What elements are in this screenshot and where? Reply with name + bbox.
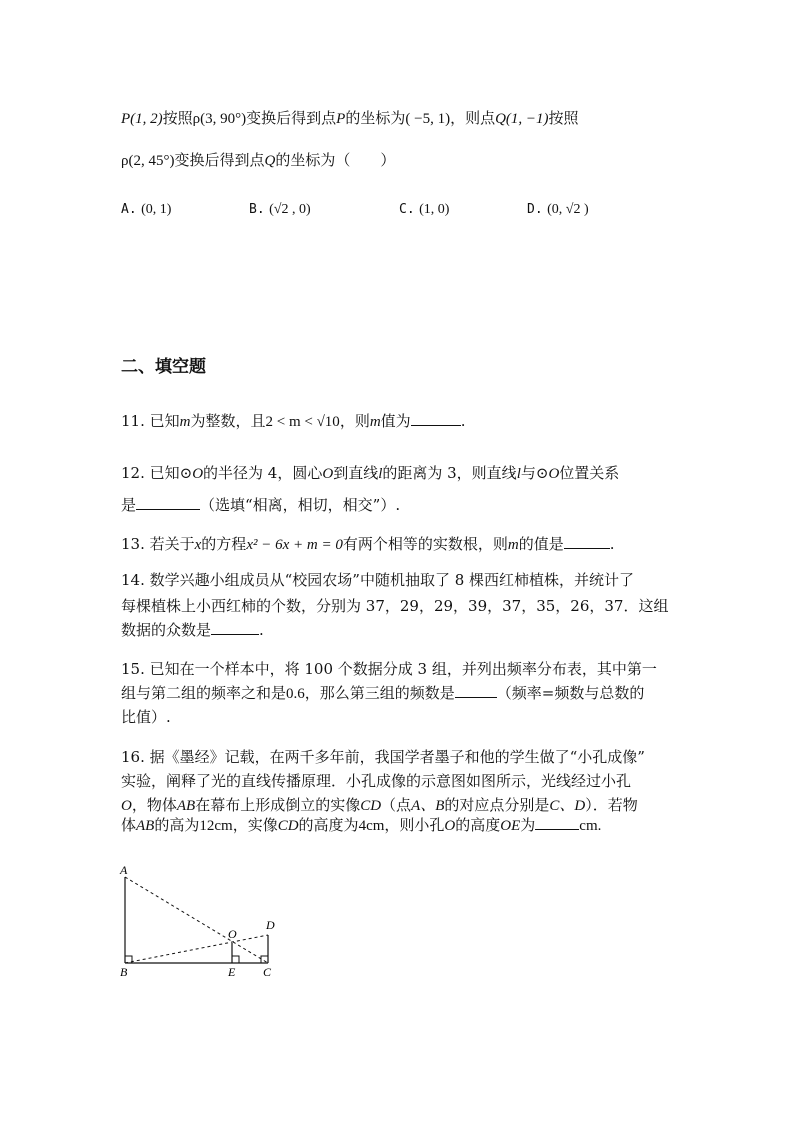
q15-line3: 比值）. [121, 708, 171, 726]
label-c: C [263, 965, 272, 979]
option-b[interactable] [249, 201, 311, 218]
q10-text: 变换后得到点 [174, 151, 265, 169]
label-d: D [266, 918, 275, 932]
option-value: (√2 , 0) [269, 202, 311, 217]
q10-text: 按照 [162, 109, 193, 127]
q12-o: O [322, 466, 334, 482]
q10-point-q: Q(1, −1) [495, 111, 549, 127]
q10-text: 变换后得到点 [246, 109, 337, 127]
option-letter: A. [121, 202, 137, 217]
q13-text: 的值是 [518, 535, 564, 553]
q16-text: 的高度 [455, 816, 501, 834]
q14-text: 数据的众数是 [121, 621, 212, 639]
q16-o: O [121, 798, 132, 814]
q16-text: 为 [520, 816, 536, 834]
label-b: B [120, 965, 128, 979]
q14-line2: 每棵植株上小西红柿的个数，分别为 37，29，29，39，37，35，26，37．这组 [121, 597, 669, 615]
answer-blank[interactable] [564, 534, 610, 549]
q16-oe: OE [500, 818, 521, 834]
q16-text: 的高度为 [298, 816, 359, 834]
q16-text: ，实像 [232, 816, 278, 834]
q10-line1 [121, 107, 579, 130]
q16-height-ab: 12cm [199, 818, 233, 834]
q16-ab: AB [136, 818, 155, 834]
option-value: (1, 0) [419, 202, 450, 217]
q13-text: 13. 若关于 [121, 535, 195, 553]
q10-rho1: ρ(3, 90°) [192, 111, 247, 127]
q13-m: m [507, 537, 519, 553]
q12-text: （选填“相离，相切，相交”）. [200, 496, 401, 514]
q12-text: 12. 已知 [121, 464, 180, 482]
q10-text: 的坐标为（ ） [275, 151, 396, 169]
q10-text: ，则点 [450, 109, 496, 127]
q12-text: 与 [520, 464, 536, 482]
q15-value: 0.6 [286, 686, 305, 702]
q16-points-ab: A、B [411, 798, 445, 814]
q12-text: 的半径为 4，圆心 [203, 464, 323, 482]
q11-m2: m [369, 414, 381, 430]
q13-text: 有两个相等的实数根，则 [342, 535, 508, 553]
q15-text: 组与第二组的频率之和是 [121, 684, 287, 702]
q14-end: . [259, 621, 264, 639]
label-e: E [228, 965, 236, 979]
q16-text: 的高为 [154, 816, 200, 834]
q12-line1 [121, 462, 619, 485]
q16-text: ，则小孔 [384, 816, 445, 834]
q10-coord: ( −5, 1) [405, 111, 451, 127]
q16-text: （点 [381, 796, 412, 814]
option-letter: B. [249, 202, 265, 217]
label-a: A [120, 863, 128, 877]
option-value: (0, √2 ) [547, 202, 589, 217]
q16-text: 的对应点分别是 [444, 796, 550, 814]
q10-point-p: P(1, 2) [121, 111, 163, 127]
q16-cd: CD [277, 818, 299, 834]
option-a[interactable] [121, 201, 171, 218]
q11-text: 为整数，且 [190, 412, 266, 430]
option-c[interactable] [399, 201, 449, 218]
right-angle-c [261, 956, 268, 963]
q11-prefix: 11. 已知 [121, 412, 180, 430]
option-letter: D. [527, 202, 543, 217]
option-value: (0, 1) [141, 202, 172, 217]
q16-text: 在幕布上形成倒立的实像 [195, 796, 361, 814]
q10-line2 [121, 149, 395, 172]
q16-line1: 16. 据《墨经》记载，在两千多年前，我国学者墨子和他的学生做了“小孔成像” [121, 748, 645, 766]
q13-text: 的方程 [201, 535, 247, 553]
pinhole-figure [110, 862, 310, 982]
answer-blank[interactable] [455, 683, 497, 698]
q14-line1: 14. 数学兴趣小组成员从“校园农场”中随机抽取了 8 棵西红柿植株，并统计了 [121, 571, 635, 589]
q13-equation: x² − 6x + m = 0 [246, 537, 343, 553]
ray-a-c [125, 877, 268, 963]
q16-line4 [121, 814, 601, 837]
circle-symbol: ⊙O [535, 466, 560, 482]
q16-points-cd: C、D [549, 798, 586, 814]
q11-inequality: 2 < m < √10 [265, 414, 340, 430]
answer-blank[interactable] [211, 620, 259, 635]
q14-line3 [121, 619, 264, 641]
q15-line1: 15. 已知在一个样本中，将 100 个数据分成 3 组，并列出频率分布表，其中第一 [121, 660, 657, 678]
q13-end: . [609, 535, 615, 553]
q10-q: Q [264, 153, 276, 169]
label-o: O [228, 927, 237, 941]
q11-m: m [179, 414, 191, 430]
section-heading: 二、填空题 [121, 357, 206, 377]
q12-l: l [378, 466, 383, 482]
q16-height-cd: 4cm [358, 818, 385, 834]
q16-ab: AB [176, 798, 196, 814]
q15-text: ，那么第三组的频数是 [304, 684, 455, 702]
q16-line2: 实验，阐释了光的直线传播原理．小孔成像的示意图如图所示，光线经过小孔 [121, 772, 632, 790]
right-angle-e [232, 956, 239, 963]
circle-symbol: ⊙O [179, 466, 204, 482]
q12-text: 的距离为 3，则直线 [382, 464, 517, 482]
q11-end: . [460, 412, 466, 430]
q13-x: x [194, 537, 202, 553]
q16-text: ，物体 [131, 796, 177, 814]
q12-l: l [516, 466, 521, 482]
q12-line2 [121, 494, 400, 516]
q16-text: 体 [121, 816, 137, 834]
q16-text: ）．若物 [585, 796, 638, 814]
q11-text: ，则 [339, 412, 370, 430]
q12-text: 是 [121, 496, 137, 514]
q15-text: （频率=频数与总数的 [496, 684, 645, 702]
option-letter: C. [399, 202, 415, 217]
q10-p: P [336, 111, 346, 127]
q10-text: 的坐标为 [345, 109, 406, 127]
q10-rho2: ρ(2, 45°) [121, 153, 175, 169]
q12-text: 到直线 [333, 464, 379, 482]
q11-text: 值为 [380, 412, 411, 430]
q15-line2 [121, 682, 644, 705]
q16-o: O [444, 818, 456, 834]
answer-blank[interactable] [535, 815, 579, 830]
answer-blank[interactable] [411, 411, 461, 426]
answer-blank[interactable] [136, 495, 200, 510]
q13 [121, 533, 614, 556]
q11 [121, 410, 465, 433]
q16-cd: CD [360, 798, 382, 814]
ray-b-d [125, 935, 268, 963]
q10-text: 按照 [548, 109, 579, 127]
q16-unit: cm. [579, 818, 602, 834]
option-d[interactable] [527, 201, 589, 218]
q12-text: 位置关系 [559, 464, 620, 482]
